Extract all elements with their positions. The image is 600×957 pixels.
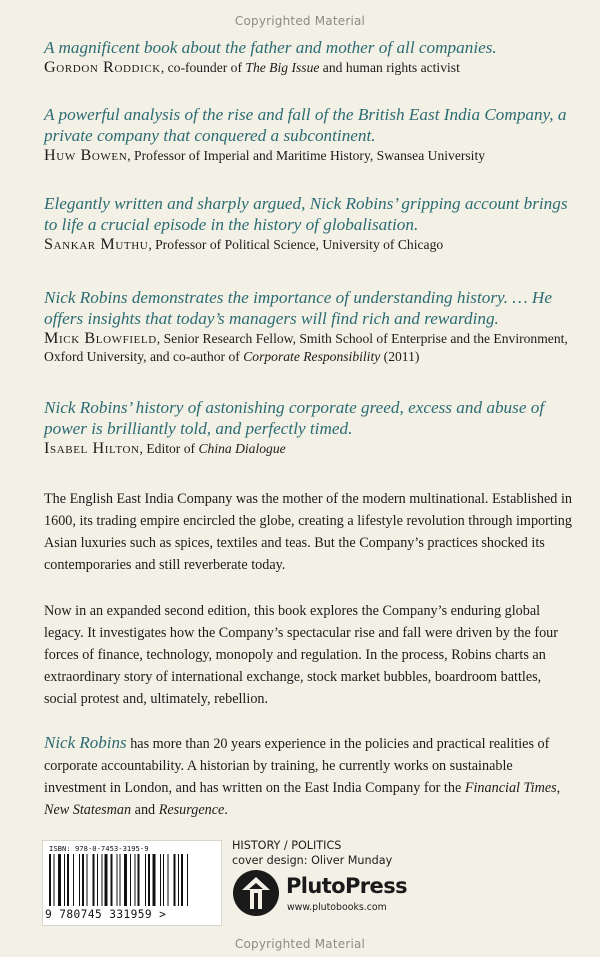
publication-title: Resurgence: [158, 802, 225, 818]
quote-text: Nick Robins demonstrates the importance of understanding history. … He offers insights that today’s managers will find rich and rewarding.: [44, 288, 552, 328]
publication-title: New Statesman: [44, 802, 132, 818]
endorser-role-title: The Big Issue: [245, 60, 320, 75]
quote-text: A magnificent book about the father and mother of all companies.: [44, 38, 497, 57]
endorser-role: , Professor of Political Science, University of Chicago: [148, 237, 444, 252]
endorser-name: Mick Blowfield: [44, 329, 157, 347]
endorser-role-title: China Dialogue: [198, 441, 286, 456]
description-paragraph: Now in an expanded second edition, this book explores the Company’s enduring global legacy. It investigates how the Company’s spectacular rise and fall were driven by the four forces of finance, technology, monopoly and regulation. In the process, Robins charts an extraordinary story of international exchange, stock market bubbles, boardroom battles, social protest and, ultimately, rebellion.: [44, 603, 558, 707]
endorser-role: , Editor of: [139, 441, 199, 456]
quote-text: A powerful analysis of the rise and fall of the British East India Company, a private company that conquered a subcontinent.: [44, 105, 567, 145]
endorsement-quote-2: [44, 104, 570, 165]
endorsement-quote-5: [44, 397, 570, 458]
endorser-role-end: and human rights activist: [319, 60, 460, 75]
endorser-role-end: (2011): [380, 348, 420, 364]
endorsement-quote-3: [44, 193, 570, 254]
quote-attribution: [44, 236, 570, 254]
isbn-barcode: [42, 840, 222, 926]
endorser-name: Huw Bowen: [44, 146, 128, 164]
author-bio: [44, 732, 576, 821]
endorsement-quote-1: [44, 37, 570, 77]
watermark-bottom: Copyrighted Material: [234, 937, 366, 951]
isbn-digits: 9 780745 331959 >: [45, 908, 167, 921]
quote-attribution: [44, 59, 570, 77]
pluto-press-logo-icon: [232, 869, 280, 917]
endorser-role: , co-founder of: [160, 60, 246, 75]
book-category: HISTORY / POLITICS: [232, 839, 342, 852]
author-name: Nick Robins: [44, 733, 127, 752]
publisher-url: www.plutobooks.com: [287, 902, 387, 913]
quote-text: Elegantly written and sharply argued, Nick Robins’ gripping account brings to life a crucial episode in the history of globalisation.: [44, 194, 568, 234]
author-bio-text: [44, 732, 576, 821]
book-description-2: [44, 600, 576, 710]
endorser-role: , Senior Research Fellow, Smith School of Enterprise and the Environment, Oxford University, and co-author of: [44, 331, 568, 364]
endorser-name: Isabel Hilton: [44, 439, 140, 457]
publisher-name: PlutoPress: [286, 874, 407, 898]
isbn-label: ISBN: 978-0-7453-3195-9: [49, 844, 149, 853]
barcode-bars: [49, 854, 215, 906]
publication-title: Financial Times: [464, 780, 557, 796]
endorsement-quote-4: [44, 287, 570, 365]
bio-end: .: [224, 802, 228, 818]
book-description-1: [44, 488, 576, 576]
quote-text: Nick Robins’ history of astonishing corporate greed, excess and abuse of power is brilliantly told, and perfectly timed.: [44, 398, 545, 438]
cover-design-credit: cover design: Oliver Munday: [232, 854, 393, 867]
description-paragraph: The English East India Company was the mother of the modern multinational. Established in 1600, its trading empire encircled the globe, creating a lifestyle revolution through importing Asian luxuries such as spices, textiles and teas. But the Company’s practices shocked its contemporaries and still reverberate today.: [44, 491, 572, 573]
endorser-name: Sankar Muthu: [44, 235, 149, 253]
watermark-top: Copyrighted Material: [234, 14, 366, 28]
bio-sep: ,: [556, 780, 561, 796]
bio-text: has more than 20 years experience in the policies and practical realities of corporate accountability. A historian by training, he currently works on sustainable investment in London, and has written on the East India Company for the: [44, 736, 550, 796]
bio-sep: and: [131, 802, 159, 818]
quote-attribution: [44, 330, 570, 365]
endorser-role: , Professor of Imperial and Maritime History, Swansea University: [127, 148, 486, 163]
quote-attribution: [44, 147, 570, 165]
endorser-role-title: Corporate Responsibility: [243, 348, 381, 364]
endorser-name: Gordon Roddick: [44, 58, 161, 76]
quote-attribution: [44, 440, 570, 458]
